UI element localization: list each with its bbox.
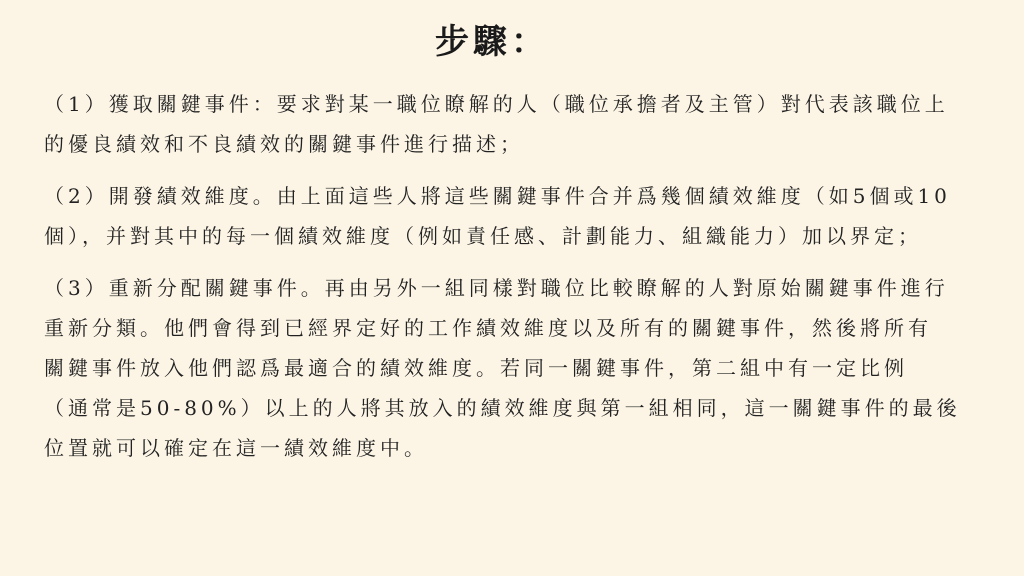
slide-body [44, 84, 994, 480]
step-3-line-2: 重新分類。他們會得到已經界定好的工作績效維度以及所有的關鍵事件，然後將所有 [44, 316, 932, 340]
step-1-line-2: 的優良績效和不良績效的關鍵事件進行描述； [44, 132, 524, 156]
step-3-line-3: 關鍵事件放入他們認爲最適合的績效維度。若同一關鍵事件，第二組中有一定比例 [44, 356, 908, 380]
step-1-line-1: （1）獲取關鍵事件：要求對某一職位瞭解的人（職位承擔者及主管）對代表該職位上 [44, 92, 949, 116]
step-3-line-1: （3）重新分配關鍵事件。再由另外一組同樣對職位比較瞭解的人對原始關鍵事件進行 [44, 276, 949, 300]
step-2-paragraph [44, 176, 994, 256]
step-3-paragraph [44, 268, 994, 468]
step-3-line-5: 位置就可以確定在這一績效維度中。 [44, 436, 428, 460]
step-3-line-4: （通常是50-80%）以上的人將其放入的績效維度與第一組相同，這一關鍵事件的最後 [44, 396, 961, 420]
step-1-paragraph [44, 84, 994, 164]
step-2-line-2: 個），并對其中的每一個績效維度（例如責任感、計劃能力、組織能力）加以界定； [44, 224, 922, 248]
slide-title: 步驟： [435, 22, 549, 62]
step-2-line-1: （2）開發績效維度。由上面這些人將這些關鍵事件合并爲幾個績效維度（如5個或10 [44, 184, 951, 208]
